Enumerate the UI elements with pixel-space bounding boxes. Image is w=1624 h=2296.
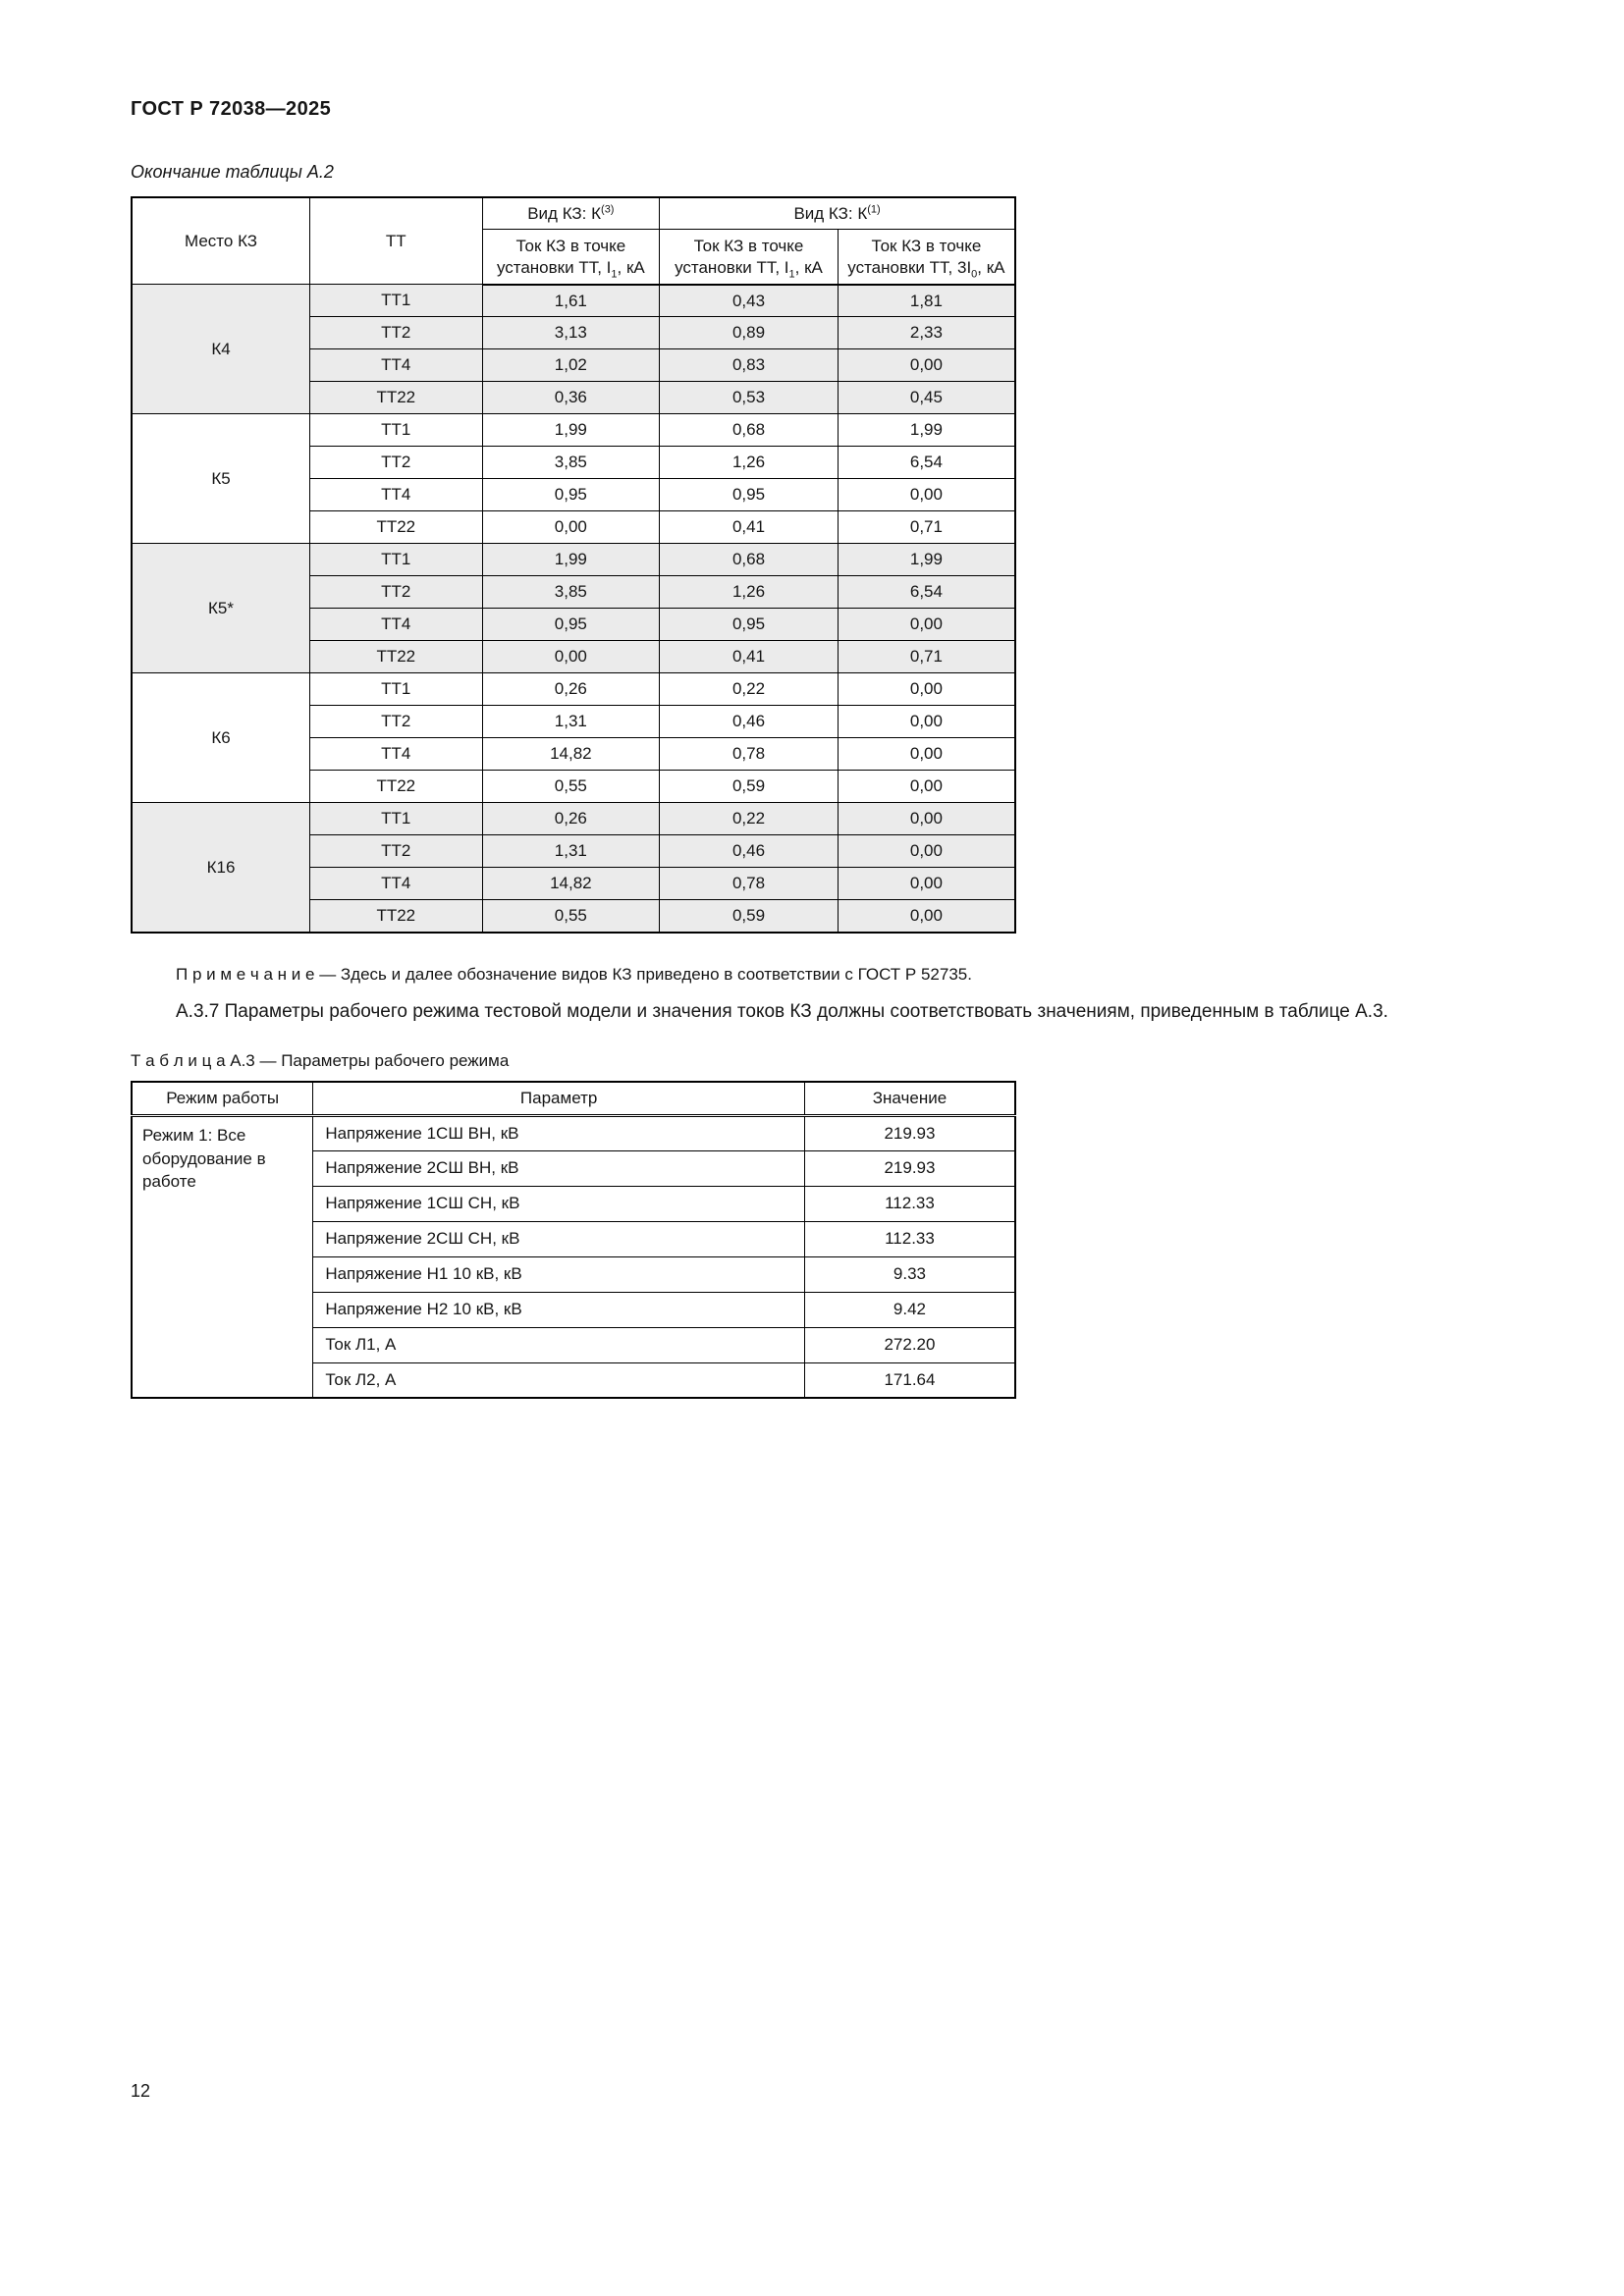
column-header-current-i1-k3 — [482, 230, 660, 285]
value-cell: 0,55 — [482, 771, 660, 803]
value-cell: 0,59 — [660, 900, 839, 933]
column-header-tt: ТТ — [310, 197, 483, 285]
value-cell: 1,31 — [482, 706, 660, 738]
tt-cell: ТТ2 — [310, 447, 483, 479]
current-3i0-text: Ток КЗ в точке установки ТТ, 3I — [847, 237, 982, 277]
column-header-current-3i0-k1 — [838, 230, 1015, 285]
column-header-current-i1-k1 — [660, 230, 839, 285]
tt-cell: ТТ1 — [310, 673, 483, 706]
parameter-cell: Напряжение 1СШ СН, кВ — [313, 1186, 805, 1221]
value-cell: 0,95 — [482, 479, 660, 511]
current-i1-unit: , кА — [617, 257, 645, 277]
current-i1-text: Ток КЗ в точке установки ТТ, I — [675, 237, 804, 277]
value-cell: 0,41 — [660, 641, 839, 673]
page-number: 12 — [131, 2081, 151, 2101]
tt-cell: ТТ2 — [310, 706, 483, 738]
table-header-row — [132, 1082, 1015, 1115]
value-cell: 0,95 — [482, 609, 660, 641]
value-cell: 9.33 — [804, 1256, 1015, 1292]
table-a2-body — [132, 285, 1015, 933]
value-cell: 0,00 — [838, 673, 1015, 706]
parameter-cell: Напряжение 2СШ ВН, кВ — [313, 1150, 805, 1186]
current-3i0-unit: , кА — [977, 257, 1005, 277]
value-cell: 0,00 — [838, 835, 1015, 868]
kz-location-cell: К5 — [132, 414, 310, 544]
value-cell: 0,78 — [660, 738, 839, 771]
value-cell: 1,26 — [660, 447, 839, 479]
value-cell: 0,55 — [482, 900, 660, 933]
mode-cell: Режим 1: Все оборудование в работе — [132, 1115, 313, 1398]
value-cell: 6,54 — [838, 576, 1015, 609]
value-cell: 0,00 — [838, 609, 1015, 641]
table-a3 — [131, 1081, 1016, 1399]
value-cell: 272.20 — [804, 1327, 1015, 1362]
tt-cell: ТТ4 — [310, 609, 483, 641]
tt-cell: ТТ22 — [310, 641, 483, 673]
value-cell: 0,26 — [482, 803, 660, 835]
value-cell: 0,71 — [838, 641, 1015, 673]
kz-type-k3-superscript: (3) — [601, 203, 615, 216]
column-header-value: Значение — [804, 1082, 1015, 1115]
value-cell: 0,46 — [660, 706, 839, 738]
value-cell: 0,95 — [660, 479, 839, 511]
table-row — [132, 285, 1015, 317]
value-cell: 1,02 — [482, 349, 660, 382]
value-cell: 1,99 — [838, 414, 1015, 447]
value-cell: 219.93 — [804, 1115, 1015, 1150]
value-cell: 0,00 — [838, 868, 1015, 900]
tt-cell: ТТ22 — [310, 771, 483, 803]
table-row — [132, 1115, 1015, 1150]
value-cell: 0,46 — [660, 835, 839, 868]
tt-cell: ТТ4 — [310, 479, 483, 511]
value-cell: 9.42 — [804, 1292, 1015, 1327]
value-cell: 0,41 — [660, 511, 839, 544]
value-cell: 0,43 — [660, 285, 839, 317]
tt-cell: ТТ4 — [310, 349, 483, 382]
value-cell: 14,82 — [482, 868, 660, 900]
tt-cell: ТТ4 — [310, 868, 483, 900]
value-cell: 1,81 — [838, 285, 1015, 317]
kz-location-cell: К5* — [132, 544, 310, 673]
column-header-mode: Режим работы — [132, 1082, 313, 1115]
table-row — [132, 544, 1015, 576]
value-cell: 1,99 — [838, 544, 1015, 576]
value-cell: 112.33 — [804, 1186, 1015, 1221]
column-header-kz-type-k1 — [660, 197, 1015, 230]
tt-cell: ТТ2 — [310, 576, 483, 609]
value-cell: 3,85 — [482, 576, 660, 609]
value-cell: 112.33 — [804, 1221, 1015, 1256]
value-cell: 0,00 — [482, 511, 660, 544]
value-cell: 0,59 — [660, 771, 839, 803]
parameter-cell: Ток Л2, А — [313, 1362, 805, 1398]
value-cell: 219.93 — [804, 1150, 1015, 1186]
value-cell: 0,00 — [838, 900, 1015, 933]
table-a3-body — [132, 1115, 1015, 1398]
tt-cell: ТТ1 — [310, 803, 483, 835]
kz-type-k3-text: Вид КЗ: К — [527, 204, 602, 223]
value-cell: 0,36 — [482, 382, 660, 414]
parameter-cell: Напряжение 1СШ ВН, кВ — [313, 1115, 805, 1150]
kz-type-k1-superscript: (1) — [867, 203, 881, 216]
value-cell: 0,78 — [660, 868, 839, 900]
value-cell: 14,82 — [482, 738, 660, 771]
value-cell: 1,61 — [482, 285, 660, 317]
value-cell: 171.64 — [804, 1362, 1015, 1398]
tt-cell: ТТ2 — [310, 835, 483, 868]
table-row — [132, 803, 1015, 835]
value-cell: 0,00 — [838, 349, 1015, 382]
tt-cell: ТТ1 — [310, 414, 483, 447]
tt-cell: ТТ22 — [310, 382, 483, 414]
tt-cell: ТТ2 — [310, 317, 483, 349]
column-header-kz-location: Место КЗ — [132, 197, 310, 285]
current-i1-subscript: 1 — [788, 267, 795, 280]
value-cell: 0,22 — [660, 673, 839, 706]
current-3i0-subscript: 0 — [971, 267, 978, 280]
paragraph-a37: А.3.7 Параметры рабочего режима тестовой модели и значения токов КЗ должны соответствовать значениям, приведенным в таблице А.3. — [176, 1000, 1388, 1022]
table-a2 — [131, 196, 1016, 934]
current-i1-text: Ток КЗ в точке установки ТТ, I — [496, 237, 626, 277]
value-cell: 0,89 — [660, 317, 839, 349]
tt-cell: ТТ1 — [310, 285, 483, 317]
value-cell: 2,33 — [838, 317, 1015, 349]
value-cell: 1,99 — [482, 414, 660, 447]
kz-location-cell: К6 — [132, 673, 310, 803]
table-row — [132, 673, 1015, 706]
table-a2-caption: Окончание таблицы А.2 — [131, 162, 334, 182]
value-cell: 0,00 — [838, 803, 1015, 835]
column-header-parameter: Параметр — [313, 1082, 805, 1115]
table-row — [132, 414, 1015, 447]
value-cell: 0,00 — [838, 479, 1015, 511]
value-cell: 3,85 — [482, 447, 660, 479]
parameter-cell: Ток Л1, А — [313, 1327, 805, 1362]
value-cell: 0,68 — [660, 414, 839, 447]
value-cell: 0,26 — [482, 673, 660, 706]
table-a3-head — [132, 1082, 1015, 1115]
column-header-kz-type-k3 — [482, 197, 660, 230]
value-cell: 0,71 — [838, 511, 1015, 544]
value-cell: 0,00 — [838, 738, 1015, 771]
tt-cell: ТТ22 — [310, 900, 483, 933]
value-cell: 0,68 — [660, 544, 839, 576]
note-paragraph: П р и м е ч а н и е — Здесь и далее обозначение видов КЗ приведено в соответствии с ГОСТ Р 52735. — [176, 964, 972, 984]
value-cell: 0,95 — [660, 609, 839, 641]
tt-cell: ТТ4 — [310, 738, 483, 771]
document-title: ГОСТ Р 72038—2025 — [131, 98, 332, 120]
current-i1-unit: , кА — [794, 257, 823, 277]
value-cell: 0,00 — [838, 706, 1015, 738]
value-cell: 1,26 — [660, 576, 839, 609]
value-cell: 0,83 — [660, 349, 839, 382]
value-cell: 0,22 — [660, 803, 839, 835]
current-i1-subscript: 1 — [611, 267, 618, 280]
tt-cell: ТТ22 — [310, 511, 483, 544]
kz-type-k1-text: Вид КЗ: К — [793, 204, 868, 223]
value-cell: 0,00 — [838, 771, 1015, 803]
parameter-cell: Напряжение Н2 10 кВ, кВ — [313, 1292, 805, 1327]
kz-location-cell: К4 — [132, 285, 310, 414]
value-cell: 1,99 — [482, 544, 660, 576]
table-a3-caption: Т а б л и ц а А.3 — Параметры рабочего режима — [131, 1051, 510, 1071]
value-cell: 6,54 — [838, 447, 1015, 479]
value-cell: 0,45 — [838, 382, 1015, 414]
table-a2-head — [132, 197, 1015, 285]
parameter-cell: Напряжение Н1 10 кВ, кВ — [313, 1256, 805, 1292]
value-cell: 1,31 — [482, 835, 660, 868]
table-header-row — [132, 197, 1015, 230]
tt-cell: ТТ1 — [310, 544, 483, 576]
parameter-cell: Напряжение 2СШ СН, кВ — [313, 1221, 805, 1256]
value-cell: 0,00 — [482, 641, 660, 673]
value-cell: 3,13 — [482, 317, 660, 349]
value-cell: 0,53 — [660, 382, 839, 414]
kz-location-cell: К16 — [132, 803, 310, 933]
